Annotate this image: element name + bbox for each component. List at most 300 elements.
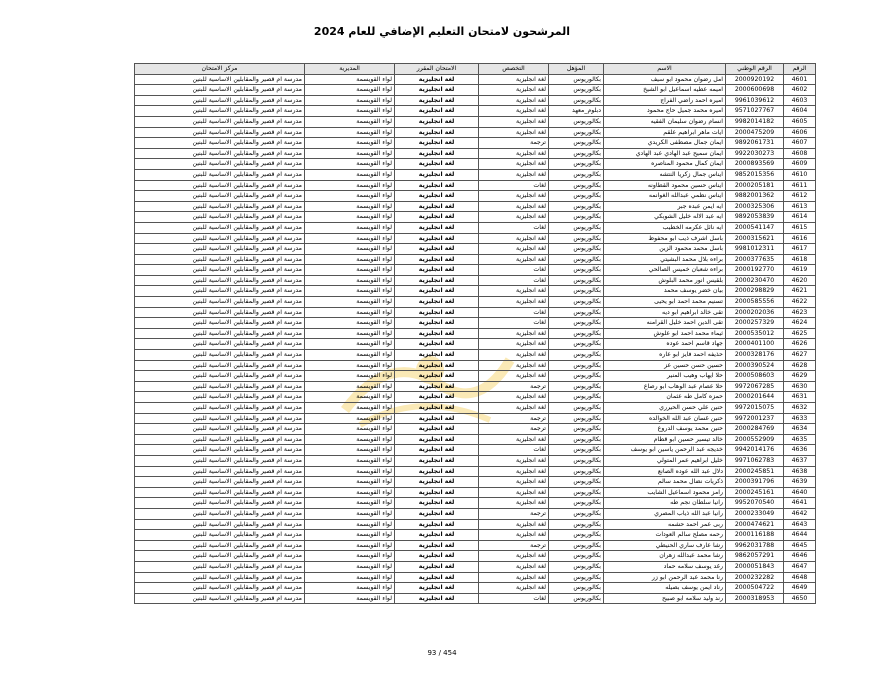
cell-name: ايمان كمال محمود المناصره xyxy=(604,159,726,170)
table-row xyxy=(135,180,816,191)
cell-num: 4629 xyxy=(784,371,816,382)
cell-directorate: لواء القويسمة xyxy=(305,169,395,180)
cell-specialization: لغة انجليزية xyxy=(479,254,549,265)
cell-national-id: 2000401100 xyxy=(726,339,784,350)
cell-name: باسل محمد محمود الزين xyxy=(604,244,726,255)
cell-exam: لغة انجليزية xyxy=(395,191,479,202)
cell-name: حلا ايهاب وهيب المنير xyxy=(604,371,726,382)
cell-directorate: لواء القويسمة xyxy=(305,85,395,96)
cell-qualification: بكالوريوس xyxy=(549,191,604,202)
cell-exam: لغة انجليزية xyxy=(395,498,479,509)
table-row xyxy=(135,169,816,180)
cell-exam: لغة انجليزية xyxy=(395,307,479,318)
cell-qualification: بكالوريوس xyxy=(549,180,604,191)
cell-specialization: ترجمة xyxy=(479,381,549,392)
cell-num: 4637 xyxy=(784,455,816,466)
cell-specialization: لغة انجليزية xyxy=(479,561,549,572)
cell-center: مدرسة ام قصير والمقابلين الاساسية للبنين xyxy=(135,339,305,350)
cell-exam: لغة انجليزية xyxy=(395,434,479,445)
cell-center: مدرسة ام قصير والمقابلين الاساسية للبنين xyxy=(135,498,305,509)
cell-directorate: لواء القويسمة xyxy=(305,265,395,276)
table-row xyxy=(135,244,816,255)
table-row xyxy=(135,159,816,170)
table-row xyxy=(135,487,816,498)
cell-qualification: بكالوريوس xyxy=(549,572,604,583)
cell-center: مدرسة ام قصير والمقابلين الاساسية للبنين xyxy=(135,95,305,106)
cell-specialization: ترجمة xyxy=(479,424,549,435)
cell-national-id: 2000315621 xyxy=(726,233,784,244)
cell-center: مدرسة ام قصير والمقابلين الاساسية للبنين xyxy=(135,360,305,371)
cell-qualification: بكالوريوس xyxy=(549,540,604,551)
cell-name: انسام رضوان سليمان الفقيه xyxy=(604,116,726,127)
cell-qualification: بكالوريوس xyxy=(549,233,604,244)
cell-directorate: لواء القويسمة xyxy=(305,286,395,297)
cell-qualification: بكالوريوس xyxy=(549,519,604,530)
cell-num: 4622 xyxy=(784,297,816,308)
table-header-row xyxy=(135,64,816,75)
table-row xyxy=(135,434,816,445)
cell-national-id: 2000585556 xyxy=(726,297,784,308)
cell-qualification: بكالوريوس xyxy=(549,328,604,339)
cell-qualification: بكالوريوس xyxy=(549,307,604,318)
cell-exam: لغة انجليزية xyxy=(395,201,479,212)
cell-name: رامز محمود اسماعيل الشايب xyxy=(604,487,726,498)
cell-num: 4638 xyxy=(784,466,816,477)
cell-num: 4604 xyxy=(784,106,816,117)
page-number: 93 / 454 xyxy=(427,649,457,657)
cell-center: مدرسة ام قصير والمقابلين الاساسية للبنين xyxy=(135,381,305,392)
cell-name: حمزه كامل طه عثمان xyxy=(604,392,726,403)
cell-center: مدرسة ام قصير والمقابلين الاساسية للبنين xyxy=(135,551,305,562)
cell-num: 4615 xyxy=(784,222,816,233)
cell-center: مدرسة ام قصير والمقابلين الاساسية للبنين xyxy=(135,561,305,572)
table-row xyxy=(135,508,816,519)
cell-specialization: لغة انجليزية xyxy=(479,551,549,562)
cell-specialization: لغة انجليزية xyxy=(479,212,549,223)
table-row xyxy=(135,498,816,509)
cell-national-id: 9952070540 xyxy=(726,498,784,509)
cell-exam: لغة انجليزية xyxy=(395,519,479,530)
cell-center: مدرسة ام قصير والمقابلين الاساسية للبنين xyxy=(135,201,305,212)
cell-directorate: لواء القويسمة xyxy=(305,583,395,594)
cell-name: اميره محمد جميل حاج محمود xyxy=(604,106,726,117)
cell-specialization: لغة انجليزية xyxy=(479,466,549,477)
table-row xyxy=(135,371,816,382)
cell-national-id: 9882001362 xyxy=(726,191,784,202)
cell-specialization: ترجمة xyxy=(479,508,549,519)
cell-national-id: 2000245161 xyxy=(726,487,784,498)
cell-directorate: لواء القويسمة xyxy=(305,212,395,223)
cell-num: 4627 xyxy=(784,350,816,361)
cell-center: مدرسة ام قصير والمقابلين الاساسية للبنين xyxy=(135,265,305,276)
cell-directorate: لواء القويسمة xyxy=(305,593,395,604)
cell-name: رانيا عبد الله ذياب المصري xyxy=(604,508,726,519)
cell-center: مدرسة ام قصير والمقابلين الاساسية للبنين xyxy=(135,275,305,286)
cell-specialization: لغة انجليزية xyxy=(479,403,549,414)
cell-directorate: لواء القويسمة xyxy=(305,392,395,403)
cell-num: 4645 xyxy=(784,540,816,551)
cell-qualification: بكالوريوس xyxy=(549,318,604,329)
cell-directorate: لواء القويسمة xyxy=(305,445,395,456)
cell-exam: لغة انجليزية xyxy=(395,350,479,361)
cell-directorate: لواء القويسمة xyxy=(305,561,395,572)
cell-name: دلال عبد الله عوده الصانع xyxy=(604,466,726,477)
cell-specialization: لغة انجليزية xyxy=(479,392,549,403)
cell-specialization: لغة انجليزية xyxy=(479,116,549,127)
cell-qualification: بكالوريوس xyxy=(549,265,604,276)
cell-directorate: لواء القويسمة xyxy=(305,519,395,530)
cell-num: 4603 xyxy=(784,95,816,106)
cell-center: مدرسة ام قصير والمقابلين الاساسية للبنين xyxy=(135,286,305,297)
cell-specialization: لغة انجليزية xyxy=(479,519,549,530)
cell-directorate: لواء القويسمة xyxy=(305,254,395,265)
cell-directorate: لواء القويسمة xyxy=(305,159,395,170)
cell-exam: لغة انجليزية xyxy=(395,275,479,286)
cell-qualification: بكالوريوس xyxy=(549,286,604,297)
cell-center: مدرسة ام قصير والمقابلين الاساسية للبنين xyxy=(135,487,305,498)
table-row xyxy=(135,572,816,583)
cell-center: مدرسة ام قصير والمقابلين الاساسية للبنين xyxy=(135,180,305,191)
cell-national-id: 9981012311 xyxy=(726,244,784,255)
cell-exam: لغة انجليزية xyxy=(395,148,479,159)
cell-num: 4606 xyxy=(784,127,816,138)
cell-num: 4649 xyxy=(784,583,816,594)
cell-national-id: 9852015356 xyxy=(726,169,784,180)
cell-national-id: 9982014182 xyxy=(726,116,784,127)
cell-national-id: 2000390524 xyxy=(726,360,784,371)
cell-directorate: لواء القويسمة xyxy=(305,297,395,308)
cell-center: مدرسة ام قصير والمقابلين الاساسية للبنين xyxy=(135,106,305,117)
cell-center: مدرسة ام قصير والمقابلين الاساسية للبنين xyxy=(135,328,305,339)
cell-qualification: بكالوريوس xyxy=(549,392,604,403)
cell-name: ايه ايمن عبده جبر xyxy=(604,201,726,212)
cell-exam: لغة انجليزية xyxy=(395,318,479,329)
cell-qualification: بكالوريوس xyxy=(549,593,604,604)
cell-specialization: لغة انجليزية xyxy=(479,498,549,509)
cell-national-id: 2000541147 xyxy=(726,222,784,233)
table-row xyxy=(135,339,816,350)
cell-national-id: 2000328176 xyxy=(726,350,784,361)
cell-directorate: لواء القويسمة xyxy=(305,466,395,477)
cell-specialization: لغة انجليزية xyxy=(479,328,549,339)
cell-num: 4634 xyxy=(784,424,816,435)
cell-directorate: لواء القويسمة xyxy=(305,307,395,318)
cell-specialization: لغة انجليزية xyxy=(479,572,549,583)
cell-name: حنين علي حسن الحيرري xyxy=(604,403,726,414)
cell-num: 4610 xyxy=(784,169,816,180)
cell-specialization: ترجمة xyxy=(479,540,549,551)
cell-center: مدرسة ام قصير والمقابلين الاساسية للبنين xyxy=(135,455,305,466)
cell-national-id: 9892053839 xyxy=(726,212,784,223)
cell-qualification: بكالوريوس xyxy=(549,498,604,509)
cell-center: مدرسة ام قصير والمقابلين الاساسية للبنين xyxy=(135,403,305,414)
cell-exam: لغة انجليزية xyxy=(395,127,479,138)
cell-name: ايناس جمال زكريا النتشه xyxy=(604,169,726,180)
cell-directorate: لواء القويسمة xyxy=(305,148,395,159)
cell-center: مدرسة ام قصير والمقابلين الاساسية للبنين xyxy=(135,254,305,265)
cell-specialization: لغة انجليزية xyxy=(479,127,549,138)
cell-center: مدرسة ام قصير والمقابلين الاساسية للبنين xyxy=(135,508,305,519)
cell-qualification: بكالوريوس xyxy=(549,169,604,180)
cell-name: ايناس حسين محمود القطاونه xyxy=(604,180,726,191)
cell-exam: لغة انجليزية xyxy=(395,95,479,106)
cell-center: مدرسة ام قصير والمقابلين الاساسية للبنين xyxy=(135,297,305,308)
cell-directorate: لواء القويسمة xyxy=(305,180,395,191)
table-row xyxy=(135,201,816,212)
cell-exam: لغة انجليزية xyxy=(395,339,479,350)
cell-national-id: 2000475209 xyxy=(726,127,784,138)
cell-exam: لغة انجليزية xyxy=(395,455,479,466)
table-row xyxy=(135,583,816,594)
cell-specialization: لغة انجليزية xyxy=(479,360,549,371)
table-row xyxy=(135,413,816,424)
cell-directorate: لواء القويسمة xyxy=(305,350,395,361)
table-row xyxy=(135,222,816,233)
cell-exam: لغة انجليزية xyxy=(395,572,479,583)
cell-qualification: بكالوريوس xyxy=(549,74,604,85)
table-row xyxy=(135,275,816,286)
cell-name: ايه نائل عكرمه الخطيب xyxy=(604,222,726,233)
cell-specialization: لغة انجليزية xyxy=(479,339,549,350)
cell-center: مدرسة ام قصير والمقابلين الاساسية للبنين xyxy=(135,244,305,255)
cell-exam: لغة انجليزية xyxy=(395,593,479,604)
cell-exam: لغة انجليزية xyxy=(395,583,479,594)
cell-exam: لغة انجليزية xyxy=(395,413,479,424)
cell-qualification: بكالوريوس xyxy=(549,222,604,233)
cell-num: 4635 xyxy=(784,434,816,445)
cell-qualification: بكالوريوس xyxy=(549,466,604,477)
cell-num: 4605 xyxy=(784,116,816,127)
cell-specialization: لغة انجليزية xyxy=(479,201,549,212)
cell-directorate: لواء القويسمة xyxy=(305,530,395,541)
cell-national-id: 9922030273 xyxy=(726,148,784,159)
cell-num: 4618 xyxy=(784,254,816,265)
cell-qualification: بكالوريوس xyxy=(549,455,604,466)
cell-exam: لغة انجليزية xyxy=(395,360,479,371)
cell-name: حنين محمد يوسف الدروع xyxy=(604,424,726,435)
cell-name: رانيا سلطان نجم طه xyxy=(604,498,726,509)
cell-exam: لغة انجليزية xyxy=(395,212,479,223)
cell-num: 4628 xyxy=(784,360,816,371)
cell-center: مدرسة ام قصير والمقابلين الاساسية للبنين xyxy=(135,307,305,318)
cell-specialization: لغة انجليزية xyxy=(479,286,549,297)
cell-national-id: 9962031788 xyxy=(726,540,784,551)
cell-name: حلا عصام عبد الوهاب ابو رصاع xyxy=(604,381,726,392)
cell-national-id: 2000508603 xyxy=(726,371,784,382)
cell-num: 4608 xyxy=(784,148,816,159)
header-specialization: التخصص xyxy=(479,64,549,75)
cell-name: بيان خضر يوسف محمد xyxy=(604,286,726,297)
cell-exam: لغة انجليزية xyxy=(395,138,479,149)
cell-directorate: لواء القويسمة xyxy=(305,318,395,329)
cell-national-id: 9972015075 xyxy=(726,403,784,414)
cell-specialization: لغة انجليزية xyxy=(479,583,549,594)
cell-national-id: 2000230470 xyxy=(726,275,784,286)
cell-qualification: بكالوريوس xyxy=(549,85,604,96)
cell-num: 4623 xyxy=(784,307,816,318)
cell-center: مدرسة ام قصير والمقابلين الاساسية للبنين xyxy=(135,413,305,424)
cell-directorate: لواء القويسمة xyxy=(305,360,395,371)
cell-num: 4621 xyxy=(784,286,816,297)
cell-center: مدرسة ام قصير والمقابلين الاساسية للبنين xyxy=(135,530,305,541)
cell-specialization: لغة انجليزية xyxy=(479,530,549,541)
cell-center: مدرسة ام قصير والمقابلين الاساسية للبنين xyxy=(135,159,305,170)
cell-num: 4625 xyxy=(784,328,816,339)
cell-qualification: بكالوريوس xyxy=(549,487,604,498)
cell-name: رشا عارف ساري الحنيطي xyxy=(604,540,726,551)
cell-specialization: لغات xyxy=(479,222,549,233)
cell-directorate: لواء القويسمة xyxy=(305,191,395,202)
table-row xyxy=(135,297,816,308)
header-national-id: الرقم الوطني xyxy=(726,64,784,75)
cell-national-id: 2000192770 xyxy=(726,265,784,276)
cell-name: حنين غسان عبد الله الخوالده xyxy=(604,413,726,424)
cell-name: خديجه عبد الرحمن ياسين ابو يوسف xyxy=(604,445,726,456)
cell-qualification: بكالوريوس xyxy=(549,339,604,350)
cell-name: بلقيس انور محمد البلوش xyxy=(604,275,726,286)
cell-national-id: 9971062783 xyxy=(726,455,784,466)
cell-num: 4619 xyxy=(784,265,816,276)
header-name: الاسم xyxy=(604,64,726,75)
cell-center: مدرسة ام قصير والمقابلين الاساسية للبنين xyxy=(135,318,305,329)
cell-name: رناد ايمن يوسف بصيله xyxy=(604,583,726,594)
table-row xyxy=(135,424,816,435)
cell-qualification: بكالوريوس xyxy=(549,297,604,308)
cell-center: مدرسة ام قصير والمقابلين الاساسية للبنين xyxy=(135,466,305,477)
cell-center: مدرسة ام قصير والمقابلين الاساسية للبنين xyxy=(135,540,305,551)
cell-national-id: 9942014176 xyxy=(726,445,784,456)
cell-exam: لغة انجليزية xyxy=(395,371,479,382)
cell-directorate: لواء القويسمة xyxy=(305,275,395,286)
table-row xyxy=(135,85,816,96)
cell-name: رشا محمد عبدالله زهران xyxy=(604,551,726,562)
cell-national-id: 2000233049 xyxy=(726,508,784,519)
cell-center: مدرسة ام قصير والمقابلين الاساسية للبنين xyxy=(135,434,305,445)
cell-national-id: 2000474621 xyxy=(726,519,784,530)
cell-qualification: بكالوريوس xyxy=(549,413,604,424)
cell-name: جهاد قاسم احمد عوده xyxy=(604,339,726,350)
cell-exam: لغة انجليزية xyxy=(395,508,479,519)
cell-directorate: لواء القويسمة xyxy=(305,424,395,435)
cell-num: 4636 xyxy=(784,445,816,456)
cell-national-id: 2000377635 xyxy=(726,254,784,265)
cell-national-id: 2000318953 xyxy=(726,593,784,604)
cell-center: مدرسة ام قصير والمقابلين الاساسية للبنين xyxy=(135,572,305,583)
cell-national-id: 2000284769 xyxy=(726,424,784,435)
cell-directorate: لواء القويسمة xyxy=(305,381,395,392)
cell-center: مدرسة ام قصير والمقابلين الاساسية للبنين xyxy=(135,519,305,530)
header-directorate: المديرية xyxy=(305,64,395,75)
cell-name: ايه عبد الاله خليل الشوبكي xyxy=(604,212,726,223)
cell-directorate: لواء القويسمة xyxy=(305,95,395,106)
cell-num: 4643 xyxy=(784,519,816,530)
cell-specialization: ترجمة xyxy=(479,413,549,424)
cell-center: مدرسة ام قصير والمقابلين الاساسية للبنين xyxy=(135,424,305,435)
cell-center: مدرسة ام قصير والمقابلين الاساسية للبنين xyxy=(135,116,305,127)
cell-name: خليل ابراهيم عمر المتولي xyxy=(604,455,726,466)
cell-center: مدرسة ام قصير والمقابلين الاساسية للبنين xyxy=(135,127,305,138)
cell-directorate: لواء القويسمة xyxy=(305,434,395,445)
cell-name: براءه شعبان خميس الصالحي xyxy=(604,265,726,276)
cell-name: حسين حسن حسين عز xyxy=(604,360,726,371)
cell-national-id: 2000051843 xyxy=(726,561,784,572)
cell-exam: لغة انجليزية xyxy=(395,530,479,541)
cell-name: تسنيم محمد احمد ابو يحيى xyxy=(604,297,726,308)
cell-name: ايمان سميح عبد الهادي عبد الهادي xyxy=(604,148,726,159)
cell-directorate: لواء القويسمة xyxy=(305,244,395,255)
cell-national-id: 2000232282 xyxy=(726,572,784,583)
cell-exam: لغة انجليزية xyxy=(395,85,479,96)
cell-specialization: لغة انجليزية xyxy=(479,95,549,106)
cell-num: 4639 xyxy=(784,477,816,488)
table-row xyxy=(135,233,816,244)
cell-num: 4630 xyxy=(784,381,816,392)
cell-specialization: لغة انجليزية xyxy=(479,74,549,85)
cell-num: 4640 xyxy=(784,487,816,498)
cell-exam: لغة انجليزية xyxy=(395,477,479,488)
cell-num: 4641 xyxy=(784,498,816,509)
cell-specialization: لغة انجليزية xyxy=(479,487,549,498)
cell-directorate: لواء القويسمة xyxy=(305,455,395,466)
cell-specialization: لغة انجليزية xyxy=(479,434,549,445)
cell-num: 4617 xyxy=(784,244,816,255)
cell-specialization: لغة انجليزية xyxy=(479,244,549,255)
cell-national-id: 2000920192 xyxy=(726,74,784,85)
cell-exam: لغة انجليزية xyxy=(395,403,479,414)
cell-qualification: بكالوريوس xyxy=(549,477,604,488)
cell-directorate: لواء القويسمة xyxy=(305,222,395,233)
table-row xyxy=(135,403,816,414)
cell-center: مدرسة ام قصير والمقابلين الاساسية للبنين xyxy=(135,85,305,96)
cell-center: مدرسة ام قصير والمقابلين الاساسية للبنين xyxy=(135,233,305,244)
cell-qualification: بكالوريوس xyxy=(549,371,604,382)
cell-exam: لغة انجليزية xyxy=(395,286,479,297)
cell-national-id: 9972067285 xyxy=(726,381,784,392)
cell-specialization: لغة انجليزية xyxy=(479,350,549,361)
page-title: المرشحون لامتحان التعليم الإضافي للعام 2024 xyxy=(313,25,571,38)
header-exam: الامتحان المقرر xyxy=(395,64,479,75)
cell-exam: لغة انجليزية xyxy=(395,244,479,255)
table-row xyxy=(135,350,816,361)
cell-directorate: لواء القويسمة xyxy=(305,551,395,562)
cell-exam: لغة انجليزية xyxy=(395,381,479,392)
cell-specialization: لغات xyxy=(479,180,549,191)
cell-exam: لغة انجليزية xyxy=(395,169,479,180)
cell-name: باسل اشرف ذيب ابو محفوظ xyxy=(604,233,726,244)
cell-specialization: لغات xyxy=(479,307,549,318)
cell-specialization: لغة انجليزية xyxy=(479,477,549,488)
table-row xyxy=(135,551,816,562)
cell-num: 4624 xyxy=(784,318,816,329)
table-row xyxy=(135,148,816,159)
cell-exam: لغة انجليزية xyxy=(395,466,479,477)
cell-directorate: لواء القويسمة xyxy=(305,487,395,498)
cell-specialization: لغات xyxy=(479,275,549,286)
cell-specialization: لغة انجليزية xyxy=(479,191,549,202)
cell-specialization: لغات xyxy=(479,265,549,276)
cell-qualification: بكالوريوس xyxy=(549,95,604,106)
table-row xyxy=(135,106,816,117)
cell-directorate: لواء القويسمة xyxy=(305,572,395,583)
cell-specialization: لغة انجليزية xyxy=(479,455,549,466)
cell-name: رند وليد سلامه ابو صبيح xyxy=(604,593,726,604)
cell-qualification: بكالوريوس xyxy=(549,254,604,265)
cell-name: رنا محمد عبد الرحمن ابو زر xyxy=(604,572,726,583)
cell-exam: لغة انجليزية xyxy=(395,297,479,308)
cell-exam: لغة انجليزية xyxy=(395,424,479,435)
cell-num: 4602 xyxy=(784,85,816,96)
cell-national-id: 2000600698 xyxy=(726,85,784,96)
